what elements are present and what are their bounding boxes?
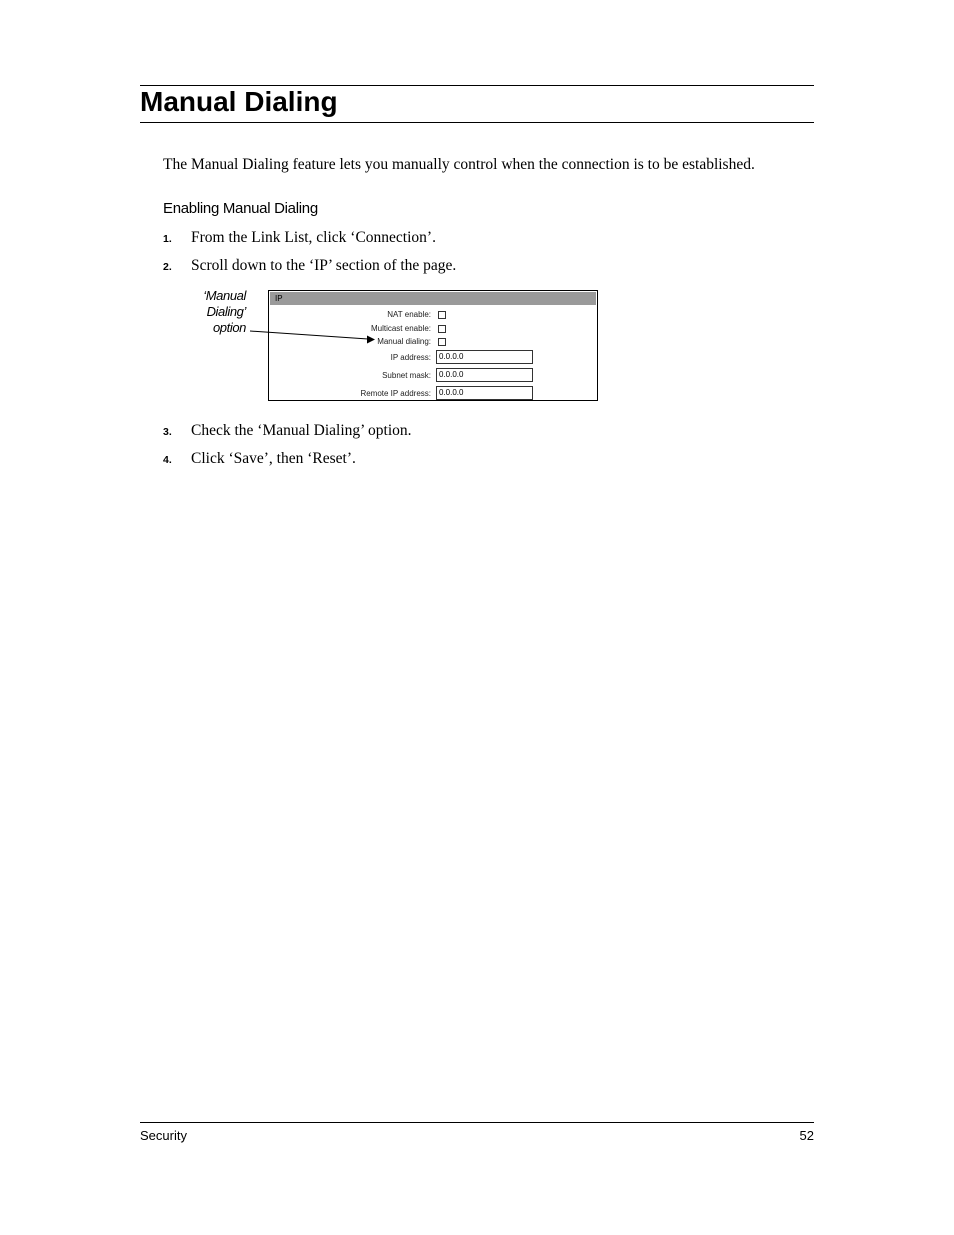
figure-callout — [190, 288, 246, 336]
subnet-mask-row — [269, 369, 597, 383]
manual-dialing-row — [269, 335, 597, 349]
footer-page-number: 52 — [799, 1128, 814, 1143]
intro-paragraph: The Manual Dialing feature lets you manually control when the connection is to be established. — [163, 156, 755, 173]
ip-address-input[interactable]: 0.0.0.0 — [436, 350, 533, 364]
step-number: 2. — [163, 261, 172, 273]
ip-settings-panel — [268, 290, 598, 401]
step-1 — [163, 228, 436, 249]
subnet-mask-input[interactable]: 0.0.0.0 — [436, 368, 533, 382]
step-text: From the Link List, click ‘Connection’. — [191, 229, 436, 246]
multicast-enable-label: Multicast enable: — [370, 324, 431, 333]
nat-enable-label: NAT enable: — [387, 310, 431, 319]
remote-ip-address-input[interactable]: 0.0.0.0 — [436, 386, 533, 400]
step-text: Click ‘Save’, then ‘Reset’. — [191, 450, 356, 467]
manual-dialing-label: Manual dialing: — [377, 337, 431, 346]
ip-address-label: IP address: — [390, 353, 431, 362]
callout-line: Dialing’ — [206, 304, 246, 319]
step-4 — [163, 449, 356, 470]
multicast-enable-checkbox[interactable] — [438, 325, 446, 333]
step-text: Check the ‘Manual Dialing’ option. — [191, 422, 412, 439]
panel-header: IP — [270, 292, 596, 305]
section-subheading: Enabling Manual Dialing — [163, 200, 318, 217]
callout-line: ‘Manual — [203, 288, 246, 303]
page-title: Manual Dialing — [140, 86, 338, 117]
subnet-mask-label: Subnet mask: — [382, 371, 431, 380]
step-number: 3. — [163, 426, 172, 438]
step-number: 1. — [163, 233, 172, 245]
remote-ip-address-row — [269, 387, 597, 401]
callout-line: option — [212, 320, 246, 335]
step-number: 4. — [163, 454, 172, 466]
footer-section-name: Security — [140, 1128, 187, 1143]
step-3 — [163, 421, 412, 442]
remote-ip-address-label: Remote IP address: — [360, 389, 431, 398]
title-underline — [140, 122, 814, 123]
nat-enable-checkbox[interactable] — [438, 311, 446, 319]
footer-rule — [140, 1122, 814, 1123]
ip-address-row — [269, 351, 597, 365]
nat-enable-row — [269, 308, 597, 322]
multicast-enable-row — [269, 322, 597, 336]
manual-dialing-checkbox[interactable] — [438, 338, 446, 346]
step-text: Scroll down to the ‘IP’ section of the page. — [191, 257, 457, 274]
step-2 — [163, 256, 456, 277]
